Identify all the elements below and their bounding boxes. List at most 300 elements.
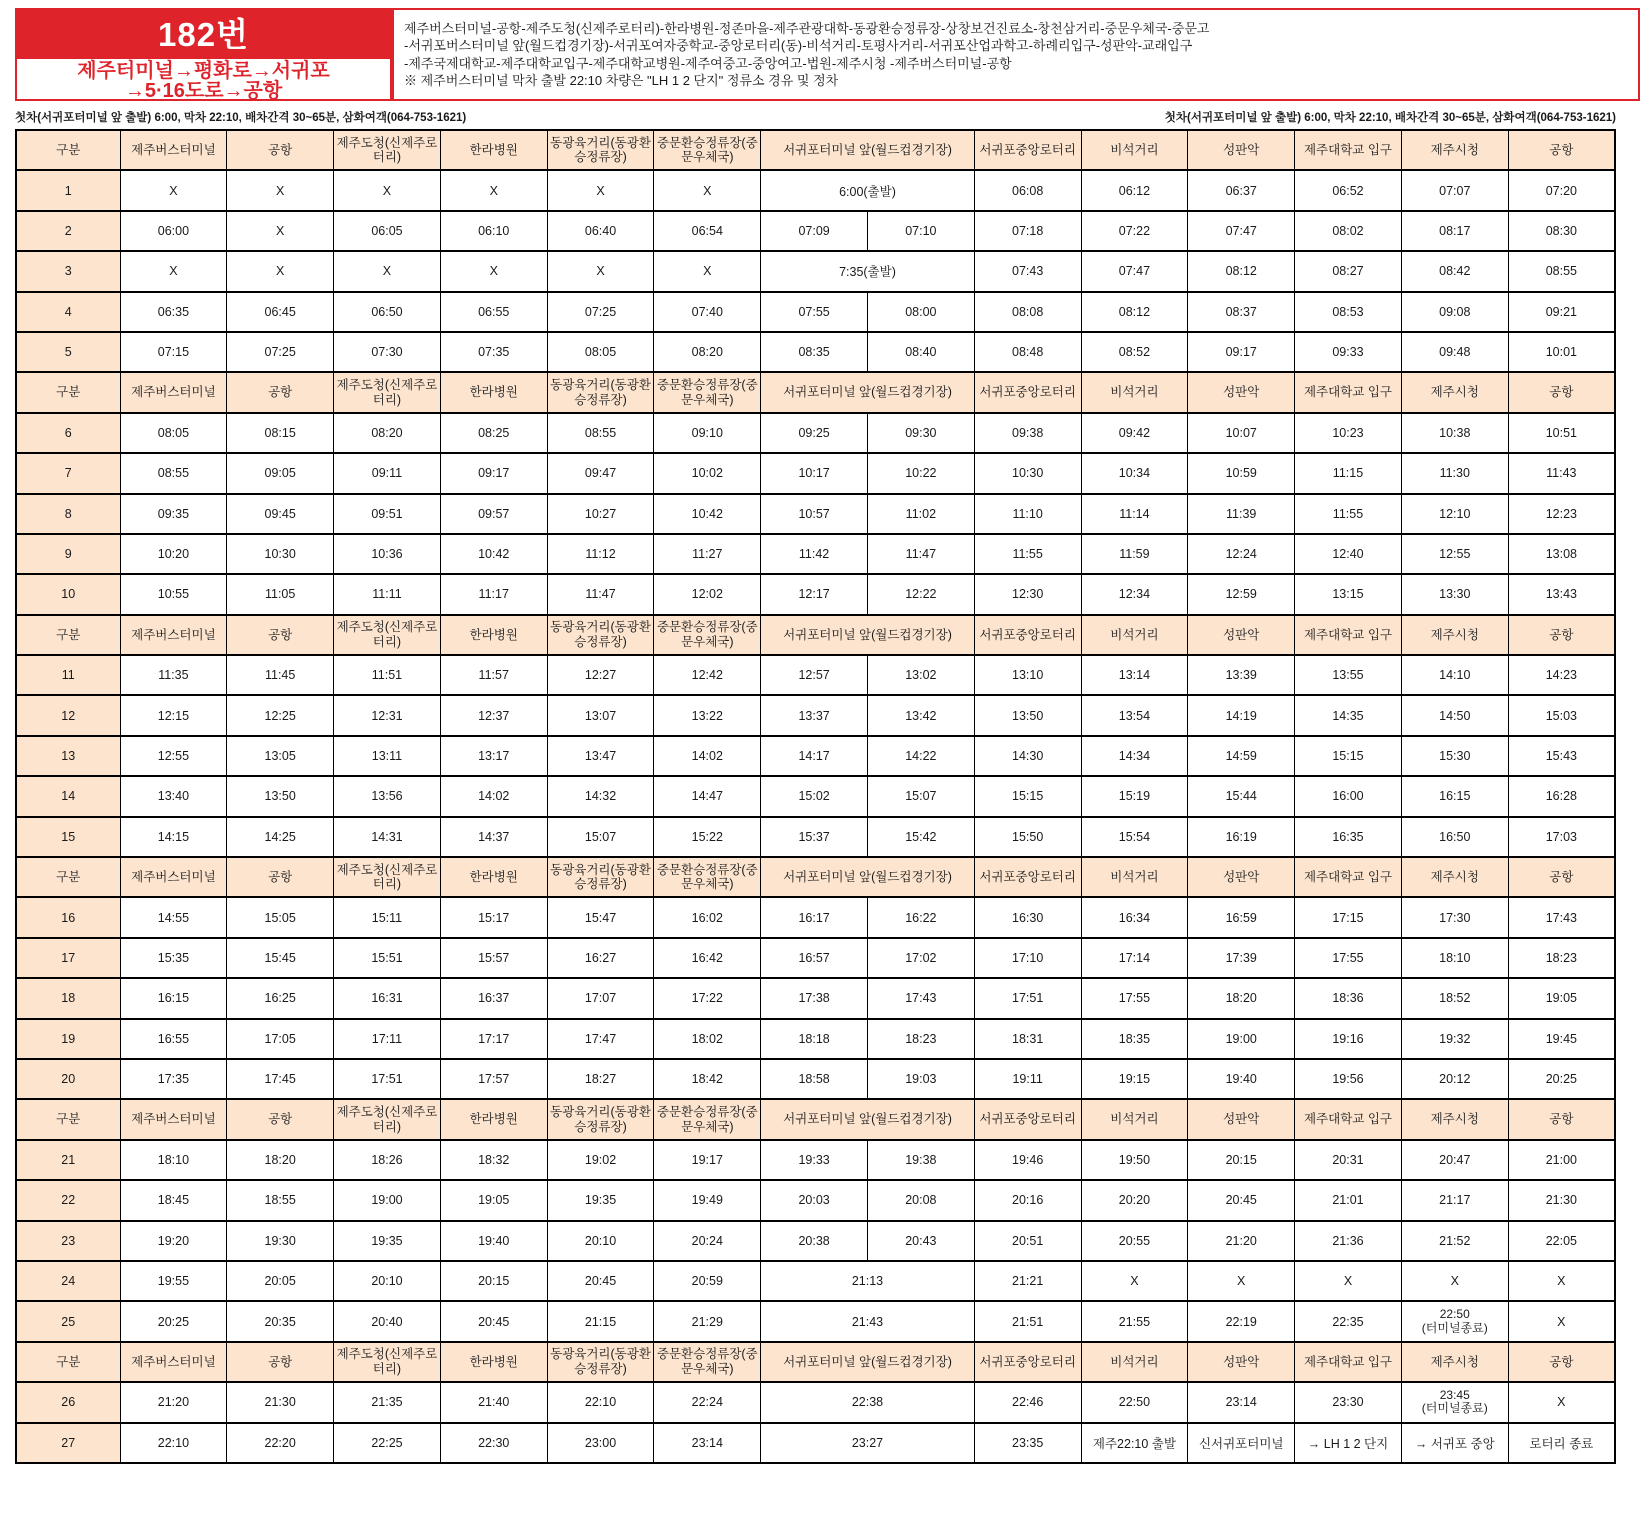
data-row: [16, 776, 1615, 816]
time-cell: 17:14: [1081, 938, 1188, 978]
time-cell: 20:20: [1081, 1180, 1188, 1220]
time-cell: 10:22: [867, 453, 974, 493]
time-cell: 18:55: [227, 1180, 334, 1220]
time-cell: 19:11: [974, 1059, 1081, 1099]
column-header: 제주도청(신제주로터리): [334, 615, 441, 655]
time-cell: 16:27: [547, 938, 654, 978]
time-cell: 18:27: [547, 1059, 654, 1099]
time-cell: 10:51: [1508, 413, 1615, 453]
time-cell: 08:55: [547, 413, 654, 453]
time-cell: 08:12: [1188, 251, 1295, 291]
time-cell: 17:43: [867, 978, 974, 1018]
time-cell: 17:07: [547, 978, 654, 1018]
time-cell: 21:01: [1295, 1180, 1402, 1220]
time-cell: 07:18: [974, 211, 1081, 251]
time-cell: X: [1508, 1261, 1615, 1301]
data-row: [16, 736, 1615, 776]
time-cell: 22:10: [120, 1423, 227, 1463]
time-cell: 20:55: [1081, 1221, 1188, 1261]
column-header: 제주버스터미널: [120, 1099, 227, 1139]
time-cell: 12:37: [440, 695, 547, 735]
time-cell: 12:25: [227, 695, 334, 735]
time-cell: 17:35: [120, 1059, 227, 1099]
time-cell: 19:17: [654, 1140, 761, 1180]
time-cell: 16:22: [867, 897, 974, 937]
time-cell: 13:37: [761, 695, 868, 735]
time-cell: 19:32: [1401, 1019, 1508, 1059]
time-cell: 20:51: [974, 1221, 1081, 1261]
time-cell: 20:25: [1508, 1059, 1615, 1099]
time-cell: 08:27: [1295, 251, 1402, 291]
time-cell: 11:42: [761, 534, 868, 574]
trip-number: 3: [16, 251, 120, 291]
column-header: 제주대학교 입구: [1295, 1099, 1402, 1139]
time-cell: 08:08: [974, 292, 1081, 332]
time-cell: 15:30: [1401, 736, 1508, 776]
time-cell: 15:19: [1081, 776, 1188, 816]
time-cell: 20:59: [654, 1261, 761, 1301]
column-header: 서귀포중앙로터리: [974, 372, 1081, 412]
time-cell: 15:07: [547, 817, 654, 857]
column-header: 제주도청(신제주로터리): [334, 1099, 441, 1139]
time-cell: 20:47: [1401, 1140, 1508, 1180]
time-cell: 10:42: [440, 534, 547, 574]
time-cell: 09:45: [227, 494, 334, 534]
time-cell: 06:45: [227, 292, 334, 332]
trip-number: 14: [16, 776, 120, 816]
data-row: [16, 251, 1615, 291]
column-header: 제주시청: [1401, 130, 1508, 170]
trip-number: 25: [16, 1301, 120, 1341]
time-cell: 18:20: [227, 1140, 334, 1180]
column-header: 서귀포터미널 앞(월드컵경기장): [761, 372, 975, 412]
column-header: 제주버스터미널: [120, 857, 227, 897]
data-row: [16, 938, 1615, 978]
time-cell: 22:25: [334, 1423, 441, 1463]
time-cell: 22:20: [227, 1423, 334, 1463]
time-cell: 10:55: [120, 574, 227, 614]
data-row: [16, 978, 1615, 1018]
time-cell: 18:45: [120, 1180, 227, 1220]
header-row: [16, 130, 1615, 170]
time-cell: 07:22: [1081, 211, 1188, 251]
time-cell: 15:54: [1081, 817, 1188, 857]
column-header: 동광육거리(동광환승정류장): [547, 857, 654, 897]
time-cell: 14:32: [547, 776, 654, 816]
time-cell: 10:30: [974, 453, 1081, 493]
time-cell: 11:55: [1295, 494, 1402, 534]
time-cell: 12:59: [1188, 574, 1295, 614]
time-cell: 19:40: [1188, 1059, 1295, 1099]
time-cell: 18:32: [440, 1140, 547, 1180]
time-cell: 06:05: [334, 211, 441, 251]
time-cell: 17:22: [654, 978, 761, 1018]
time-cell: 19:15: [1081, 1059, 1188, 1099]
column-header: 중문환승정류장(중문우체국): [654, 130, 761, 170]
route-description-line: 제주버스터미널-공항-제주도청(신제주로터리)-한라병원-정존마을-제주관광대학-동광환승정류장-상창보건진료소-창천삼거리-중문우체국-중문고: [404, 20, 1210, 36]
column-header: 비석거리: [1081, 1342, 1188, 1382]
time-cell: 11:30: [1401, 453, 1508, 493]
column-header: 제주도청(신제주로터리): [334, 1342, 441, 1382]
time-cell: 16:55: [120, 1019, 227, 1059]
trip-number: 26: [16, 1382, 120, 1422]
time-cell: 20:15: [440, 1261, 547, 1301]
time-cell: 13:54: [1081, 695, 1188, 735]
time-cell: 14:59: [1188, 736, 1295, 776]
data-row: [16, 534, 1615, 574]
column-header: 제주도청(신제주로터리): [334, 372, 441, 412]
time-cell: 20:45: [440, 1301, 547, 1341]
data-row: [16, 817, 1615, 857]
time-cell: 10:01: [1508, 332, 1615, 372]
time-cell: 10:07: [1188, 413, 1295, 453]
trip-number: 8: [16, 494, 120, 534]
time-cell: 09:08: [1401, 292, 1508, 332]
time-cell: 23:45 (터미널종료): [1401, 1382, 1508, 1422]
column-header: 제주시청: [1401, 1342, 1508, 1382]
header-row: [16, 615, 1615, 655]
trip-number: 15: [16, 817, 120, 857]
time-cell: 06:54: [654, 211, 761, 251]
time-cell: 15:05: [227, 897, 334, 937]
column-header: 공항: [1508, 372, 1615, 412]
time-cell: 19:05: [1508, 978, 1615, 1018]
time-cell: 16:15: [1401, 776, 1508, 816]
service-info-right: 첫차(서귀포터미널 앞 출발) 6:00, 막차 22:10, 배차간격 30~65분, 삼화여객(064-753-1621): [1164, 112, 1616, 124]
time-cell: 18:42: [654, 1059, 761, 1099]
time-cell: 07:25: [547, 292, 654, 332]
data-row: [16, 897, 1615, 937]
column-header: 서귀포중앙로터리: [974, 857, 1081, 897]
route-summary: [17, 59, 390, 101]
time-cell: 12:30: [974, 574, 1081, 614]
time-cell: 15:35: [120, 938, 227, 978]
time-cell: 12:34: [1081, 574, 1188, 614]
column-header: 비석거리: [1081, 372, 1188, 412]
column-header: 성판악: [1188, 372, 1295, 412]
time-cell: 06:37: [1188, 170, 1295, 210]
time-cell: 21:36: [1295, 1221, 1402, 1261]
time-cell: 15:15: [1295, 736, 1402, 776]
time-cell: 10:17: [761, 453, 868, 493]
time-cell: 22:35: [1295, 1301, 1402, 1341]
column-header: 중문환승정류장(중문우체국): [654, 1099, 761, 1139]
route-header-box: [15, 8, 392, 101]
time-cell: 22:46: [974, 1382, 1081, 1422]
time-cell: 10:20: [120, 534, 227, 574]
time-cell: 07:47: [1081, 251, 1188, 291]
time-cell: 16:25: [227, 978, 334, 1018]
time-cell: 13:02: [867, 655, 974, 695]
time-cell: 06:40: [547, 211, 654, 251]
data-row: [16, 1423, 1615, 1463]
time-cell: 17:43: [1508, 897, 1615, 937]
column-header: 한라병원: [440, 1342, 547, 1382]
time-cell: 10:38: [1401, 413, 1508, 453]
time-cell: 19:02: [547, 1140, 654, 1180]
time-cell: 22:10: [547, 1382, 654, 1422]
time-cell: 13:05: [227, 736, 334, 776]
data-row: [16, 413, 1615, 453]
time-cell: 14:35: [1295, 695, 1402, 735]
time-cell: 21:40: [440, 1382, 547, 1422]
column-header: 중문환승정류장(중문우체국): [654, 615, 761, 655]
data-row: [16, 170, 1615, 210]
time-cell: 6:00(출발): [761, 170, 975, 210]
time-cell: 09:17: [440, 453, 547, 493]
time-cell: 20:10: [334, 1261, 441, 1301]
time-cell: 08:02: [1295, 211, 1402, 251]
time-cell: 10:57: [761, 494, 868, 534]
time-cell: 20:45: [1188, 1180, 1295, 1220]
time-cell: X: [1401, 1261, 1508, 1301]
time-cell: 20:16: [974, 1180, 1081, 1220]
time-cell: 17:51: [974, 978, 1081, 1018]
time-cell: 18:02: [654, 1019, 761, 1059]
time-cell: 15:43: [1508, 736, 1615, 776]
time-cell: 19:35: [547, 1180, 654, 1220]
data-row: [16, 1261, 1615, 1301]
time-cell: 11:45: [227, 655, 334, 695]
time-cell: X: [1188, 1261, 1295, 1301]
data-row: [16, 1221, 1615, 1261]
trip-number: 17: [16, 938, 120, 978]
time-cell: 11:51: [334, 655, 441, 695]
time-cell: 08:37: [1188, 292, 1295, 332]
time-cell: 16:17: [761, 897, 868, 937]
column-header: 구분: [16, 857, 120, 897]
trip-number: 18: [16, 978, 120, 1018]
route-description-box: [392, 8, 1640, 101]
time-cell: 13:55: [1295, 655, 1402, 695]
time-cell: 09:11: [334, 453, 441, 493]
time-cell: 13:07: [547, 695, 654, 735]
time-cell: 21:13: [761, 1261, 975, 1301]
time-cell: 13:08: [1508, 534, 1615, 574]
time-cell: 18:23: [867, 1019, 974, 1059]
time-cell: 19:03: [867, 1059, 974, 1099]
time-cell: 12:23: [1508, 494, 1615, 534]
time-cell: → LH 1 2 단지: [1295, 1423, 1402, 1463]
time-cell: 06:08: [974, 170, 1081, 210]
time-cell: 16:30: [974, 897, 1081, 937]
time-cell: 20:35: [227, 1301, 334, 1341]
time-cell: 07:15: [120, 332, 227, 372]
time-cell: 12:57: [761, 655, 868, 695]
time-cell: 10:02: [654, 453, 761, 493]
time-cell: 13:50: [974, 695, 1081, 735]
trip-number: 21: [16, 1140, 120, 1180]
time-cell: 21:52: [1401, 1221, 1508, 1261]
time-cell: 19:49: [654, 1180, 761, 1220]
column-header: 동광육거리(동광환승정류장): [547, 372, 654, 412]
header-row: [16, 1099, 1615, 1139]
time-cell: 21:15: [547, 1301, 654, 1341]
time-cell: 14:31: [334, 817, 441, 857]
time-cell: X: [227, 170, 334, 210]
data-row: [16, 1019, 1615, 1059]
time-cell: 20:38: [761, 1221, 868, 1261]
time-cell: 07:30: [334, 332, 441, 372]
time-cell: X: [654, 251, 761, 291]
route-summary-line1: 제주터미널→평화로→서귀포: [77, 60, 330, 82]
time-cell: 09:21: [1508, 292, 1615, 332]
time-cell: X: [334, 170, 441, 210]
trip-number: 19: [16, 1019, 120, 1059]
time-cell: 08:35: [761, 332, 868, 372]
header-row: [16, 857, 1615, 897]
time-cell: 17:47: [547, 1019, 654, 1059]
time-cell: 7:35(출발): [761, 251, 975, 291]
column-header: 공항: [1508, 615, 1615, 655]
time-cell: 21:20: [1188, 1221, 1295, 1261]
time-cell: X: [547, 170, 654, 210]
column-header: 제주대학교 입구: [1295, 372, 1402, 412]
time-cell: 16:35: [1295, 817, 1402, 857]
time-cell: 16:37: [440, 978, 547, 1018]
time-cell: 19:46: [974, 1140, 1081, 1180]
time-cell: 14:30: [974, 736, 1081, 776]
time-cell: 09:47: [547, 453, 654, 493]
time-cell: X: [1508, 1301, 1615, 1341]
time-cell: X: [440, 170, 547, 210]
time-cell: 15:07: [867, 776, 974, 816]
time-cell: 09:35: [120, 494, 227, 534]
time-cell: 13:15: [1295, 574, 1402, 614]
time-cell: 19:33: [761, 1140, 868, 1180]
data-row: [16, 453, 1615, 493]
time-cell: 08:40: [867, 332, 974, 372]
time-cell: 08:42: [1401, 251, 1508, 291]
time-cell: 18:36: [1295, 978, 1402, 1018]
time-cell: 06:00: [120, 211, 227, 251]
column-header: 제주버스터미널: [120, 130, 227, 170]
time-cell: 19:05: [440, 1180, 547, 1220]
time-cell: 12:55: [120, 736, 227, 776]
time-cell: 17:57: [440, 1059, 547, 1099]
time-cell: 22:24: [654, 1382, 761, 1422]
data-row: [16, 1140, 1615, 1180]
time-cell: 14:25: [227, 817, 334, 857]
time-cell: 20:45: [547, 1261, 654, 1301]
time-cell: 11:15: [1295, 453, 1402, 493]
time-cell: 09:38: [974, 413, 1081, 453]
column-header: 서귀포터미널 앞(월드컵경기장): [761, 615, 975, 655]
time-cell: 21:35: [334, 1382, 441, 1422]
time-cell: 14:34: [1081, 736, 1188, 776]
data-row: [16, 695, 1615, 735]
trip-number: 16: [16, 897, 120, 937]
trip-number: 12: [16, 695, 120, 735]
column-header: 제주대학교 입구: [1295, 130, 1402, 170]
column-header: 제주버스터미널: [120, 1342, 227, 1382]
time-cell: 23:00: [547, 1423, 654, 1463]
data-row: [16, 1059, 1615, 1099]
time-cell: 15:44: [1188, 776, 1295, 816]
time-cell: 11:14: [1081, 494, 1188, 534]
time-cell: 20:05: [227, 1261, 334, 1301]
column-header: 공항: [227, 1099, 334, 1139]
time-cell: 07:07: [1401, 170, 1508, 210]
time-cell: 12:15: [120, 695, 227, 735]
column-header: 구분: [16, 130, 120, 170]
time-cell: 08:48: [974, 332, 1081, 372]
time-cell: 11:57: [440, 655, 547, 695]
time-cell: 08:52: [1081, 332, 1188, 372]
time-cell: 12:02: [654, 574, 761, 614]
time-cell: 12:27: [547, 655, 654, 695]
time-cell: 19:30: [227, 1221, 334, 1261]
time-cell: 12:42: [654, 655, 761, 695]
time-cell: 13:22: [654, 695, 761, 735]
time-cell: 22:19: [1188, 1301, 1295, 1341]
time-cell: 16:00: [1295, 776, 1402, 816]
column-header: 제주버스터미널: [120, 372, 227, 412]
time-cell: 11:02: [867, 494, 974, 534]
time-cell: 18:18: [761, 1019, 868, 1059]
trip-number: 7: [16, 453, 120, 493]
time-cell: 17:38: [761, 978, 868, 1018]
column-header: 성판악: [1188, 615, 1295, 655]
time-cell: 13:47: [547, 736, 654, 776]
trip-number: 24: [16, 1261, 120, 1301]
data-row: [16, 494, 1615, 534]
time-cell: 21:29: [654, 1301, 761, 1341]
data-row: [16, 292, 1615, 332]
time-cell: 21:17: [1401, 1180, 1508, 1220]
time-cell: 19:55: [120, 1261, 227, 1301]
trip-number: 11: [16, 655, 120, 695]
time-cell: 19:35: [334, 1221, 441, 1261]
service-info-bar: [15, 109, 1616, 125]
time-cell: 15:17: [440, 897, 547, 937]
time-cell: 20:40: [334, 1301, 441, 1341]
data-row: [16, 211, 1615, 251]
time-cell: 15:50: [974, 817, 1081, 857]
column-header: 구분: [16, 1099, 120, 1139]
trip-number: 20: [16, 1059, 120, 1099]
time-cell: 08:25: [440, 413, 547, 453]
time-cell: 15:57: [440, 938, 547, 978]
time-cell: X: [227, 251, 334, 291]
time-cell: 23:14: [654, 1423, 761, 1463]
column-header: 공항: [1508, 1099, 1615, 1139]
column-header: 제주시청: [1401, 372, 1508, 412]
time-cell: 15:37: [761, 817, 868, 857]
time-cell: 17:55: [1081, 978, 1188, 1018]
column-header: 공항: [227, 1342, 334, 1382]
column-header: 서귀포터미널 앞(월드컵경기장): [761, 1342, 975, 1382]
time-cell: 08:30: [1508, 211, 1615, 251]
time-cell: 07:09: [761, 211, 868, 251]
column-header: 성판악: [1188, 1342, 1295, 1382]
time-cell: 20:25: [120, 1301, 227, 1341]
time-cell: 21:30: [1508, 1180, 1615, 1220]
column-header: 서귀포중앙로터리: [974, 1342, 1081, 1382]
time-cell: 23:35: [974, 1423, 1081, 1463]
time-cell: 09:17: [1188, 332, 1295, 372]
time-cell: 11:47: [547, 574, 654, 614]
data-row: [16, 574, 1615, 614]
time-cell: 09:10: [654, 413, 761, 453]
column-header: 동광육거리(동광환승정류장): [547, 130, 654, 170]
time-cell: 09:05: [227, 453, 334, 493]
column-header: 공항: [227, 372, 334, 412]
time-cell: 18:52: [1401, 978, 1508, 1018]
time-cell: 12:31: [334, 695, 441, 735]
time-cell: 19:50: [1081, 1140, 1188, 1180]
time-cell: 16:02: [654, 897, 761, 937]
